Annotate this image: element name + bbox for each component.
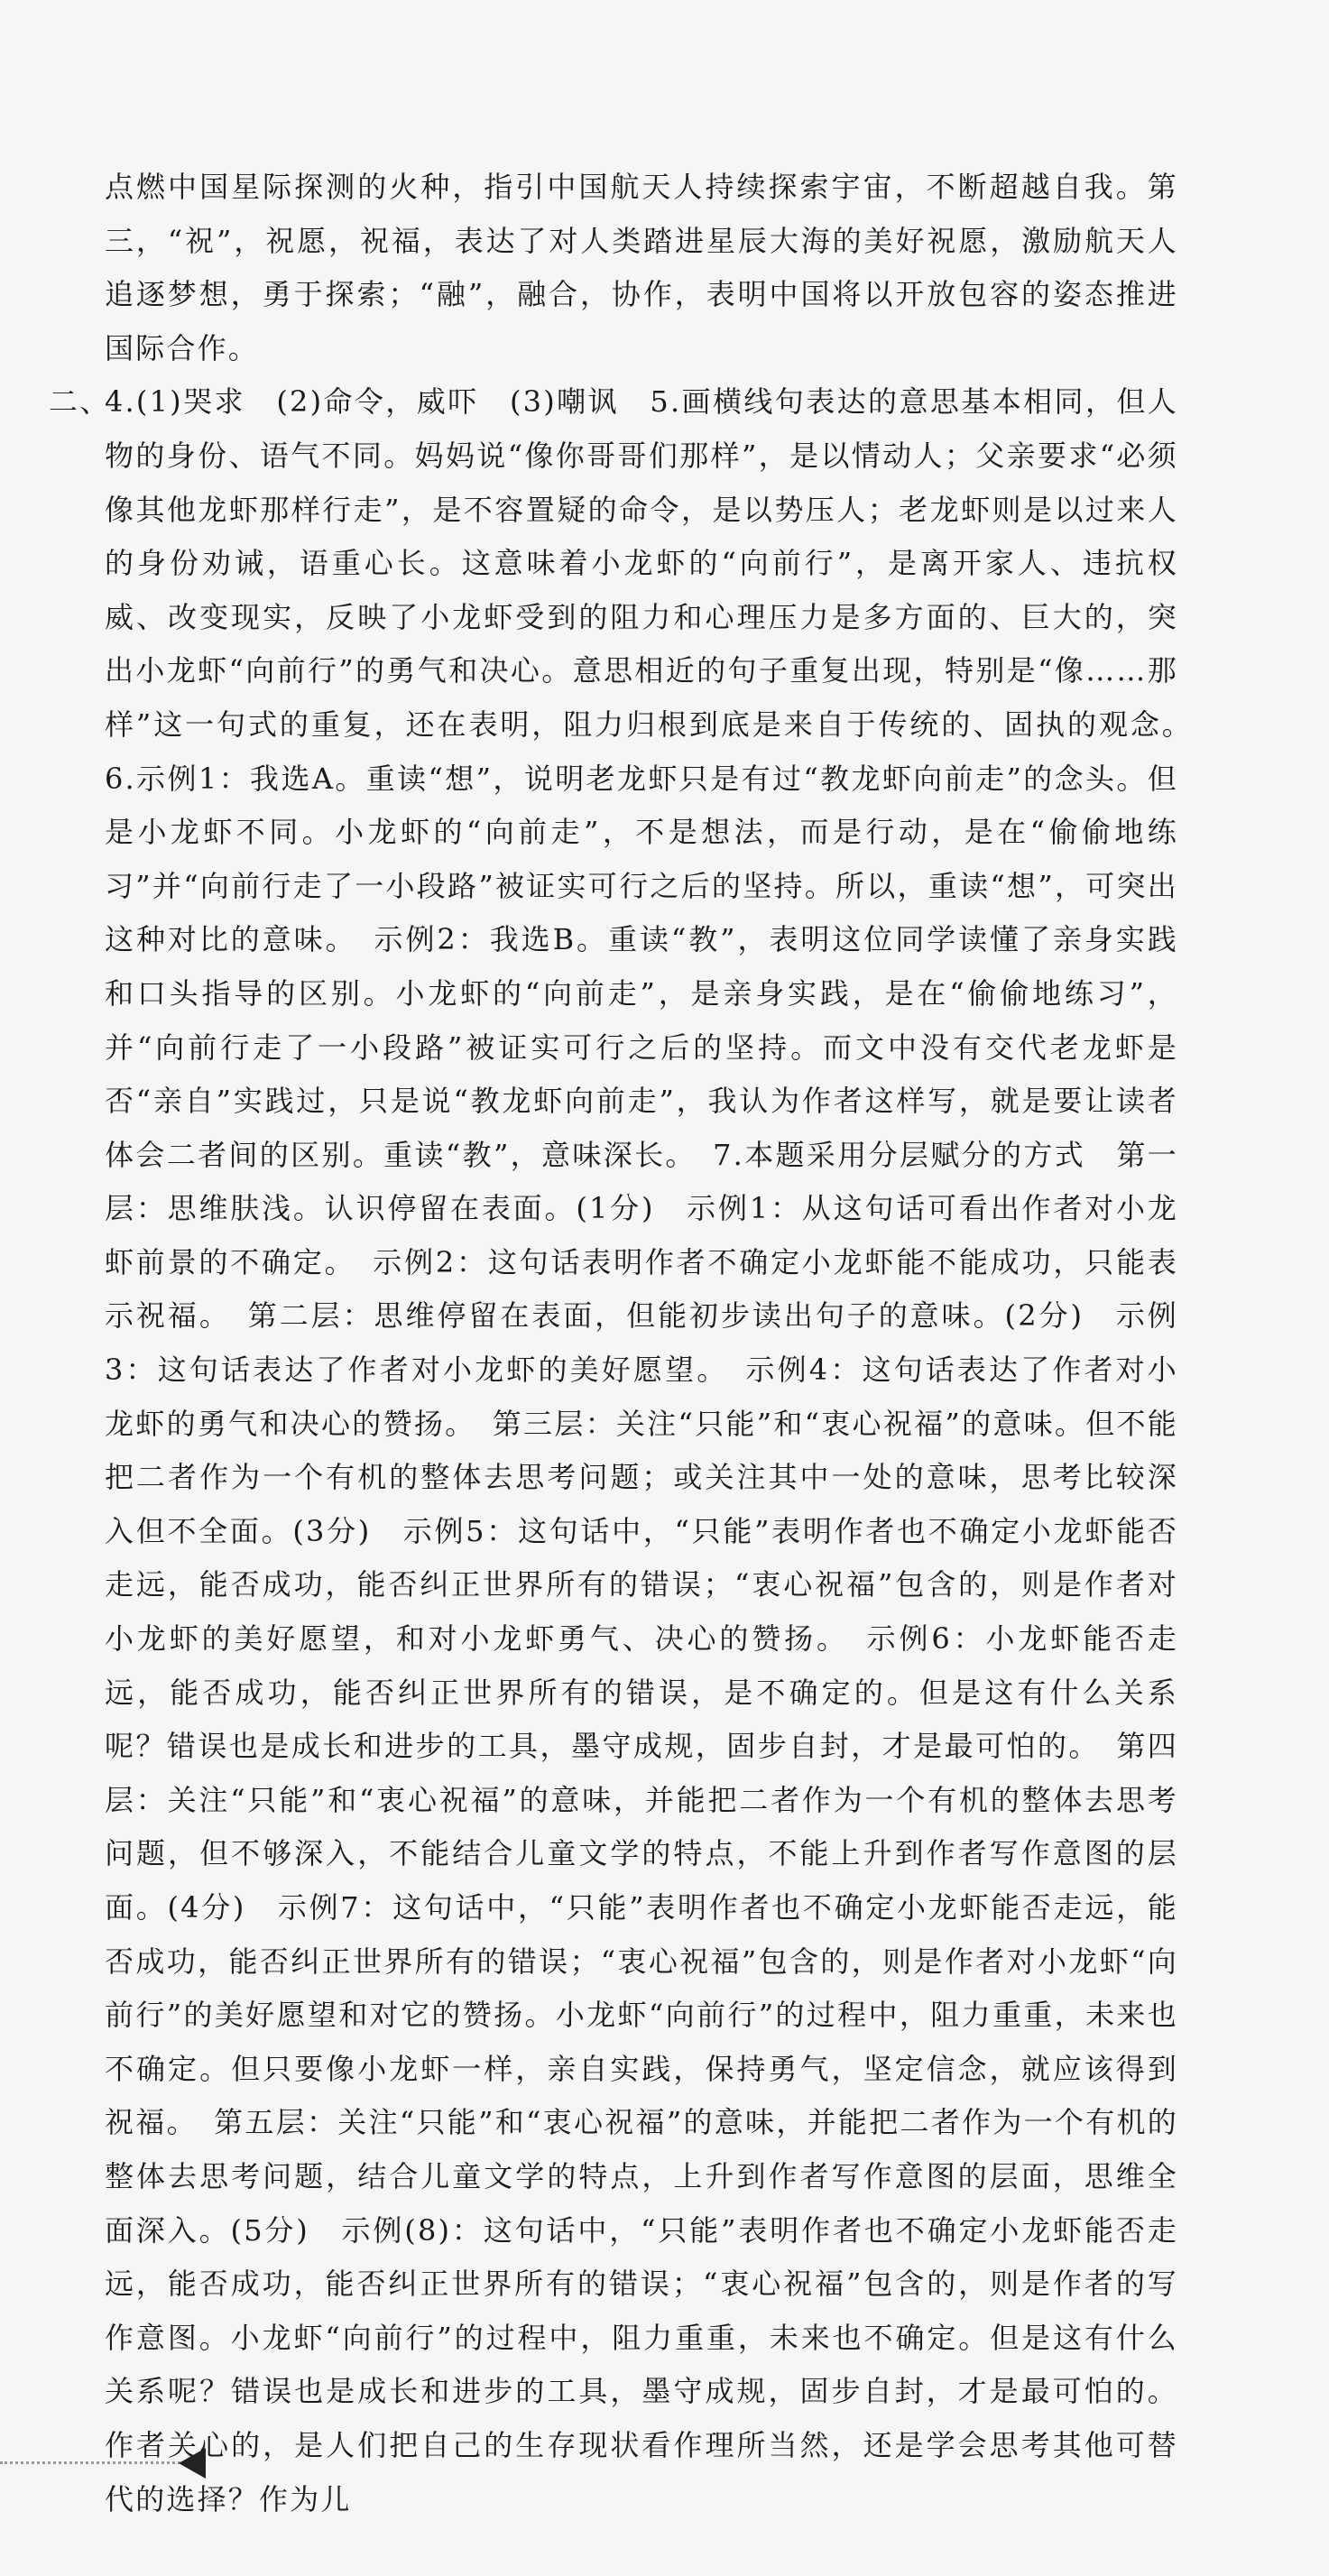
page-footer-dotted-rule (0, 2461, 180, 2464)
section-marker: 二、 (49, 384, 111, 420)
section-two-text: 4.(1)哭求 (2)命令，威吓 (3)嘲讽 5.画横线句表达的意思基本相同，但人物的身份、语气不同。妈妈说“像你哥哥们那样”，是以情动人；父亲要求“必须像其他龙虾那样行走”，是不容置疑的命令，是以势压人；老龙虾则是以过来人的身份劝诫，语重心长。这意味着小龙虾的“向前行”，是离开家人、违抗权威、改变现实，反映了小龙虾受到的阻力和心理压力是多方面的、巨大的，突出小龙虾“向前行”的勇气和决心。意思相近的句子重复出现，特别是“像……那样”这一句式的重复，还在表明，阻力归根到底是来自于传统的、固执的观念。 6.示例1：我选A。重读“想”，说明老龙虾只是有过“教龙虾向前走”的念头。但是小龙虾不同。小龙虾的“向前走”，不是想法，而是行动，是在“偷偷地练习”并“向前行走了一小段路”被证实可行之后的坚持。所以，重读“想”，可突出这种对比的意味。 示例2：我选B。重读“教”，表明这位同学读懂了亲身实践和口头指导的区别。小龙虾的“向前走”，是亲身实践，是在“偷偷地练习”，并“向前行走了一小段路”被证实可行之后的坚持。而文中没有交代老龙虾是否“亲自”实践过，只是说“教龙虾向前走”，我认为作者这样写，就是要让读者体会二者间的区别。重读“教”，意味深长。 7.本题采用分层赋分的方式 第一层：思维肤浅。认识停留在表面。(1分) 示例1：从这句话可看出作者对小龙虾前景的不确定。 示例2：这句话表明作者不确定小龙虾能不能成功，只能表示祝福。 第二层：思维停留在表面，但能初步读出句子的意味。(2分) 示例3：这句话表达了作者对小龙虾的美好愿望。 示例4：这句话表达了作者对小龙虾的勇气和决心的赞扬。 第三层：关注“只能”和“衷心祝福”的意味。但不能把二者作为一个有机的整体去思考问题；或关注其中一处的意味，思考比较深入但不全面。(3分) 示例5：这句话中，“只能”表明作者也不确定小龙虾能否走远，能否成功，能否纠正世界所有的错误；“衷心祝福”包含的，则是作者对小龙虾的美好愿望，和对小龙虾勇气、决心的赞扬。 示例6：小龙虾能否走远，能否成功，能否纠正世界所有的错误，是不确定的。但是这有什么关系呢？错误也是成长和进步的工具，墨守成规，固步自封，才是最可怕的。 第四层：关注“只能”和“衷心祝福”的意味，并能把二者作为一个有机的整体去思考问题，但不够深入，不能结合儿童文学的特点，不能上升到作者写作意图的层面。(4分) 示例7：这句话中，“只能”表明作者也不确定小龙虾能否走远，能否成功，能否纠正世界所有的错误；“衷心祝福”包含的，则是作者对小龙虾“向前行”的美好愿望和对它的赞扬。小龙虾“向前行”的过程中，阻力重重，未来也不确定。但只要像小龙虾一样，亲自实践，保持勇气，坚定信念，就应该得到祝福。 第五层：关注“只能”和“衷心祝福”的意味，并能把二者作为一个有机的整体去思考问题，结合儿童文学的特点，上升到作者写作意图的层面，思维全面深入。(5分) 示例(8)：这句话中，“只能”表明作者也不确定小龙虾能否走远，能否成功，能否纠正世界所有的错误；“衷心祝福”包含的，则是作者的写作意图。小龙虾“向前行”的过程中，阻力重重，未来也不确定。但是这有什么关系呢？错误也是成长和进步的工具，墨守成规，固步自封，才是最可怕的。作者关心的，是人们把自己的生存现状看作理所当然，还是学会思考其他可替代的选择？作为儿 (105, 384, 1210, 2516)
page-turn-arrow-icon (179, 2448, 206, 2479)
answer-paragraph-continuation: 点燃中国星际探测的火种，指引中国航天人持续探索宇宙，不断超越自我。第三，“祝”，祝愿，祝福，表达了对人类踏进星辰大海的美好祝愿，激励航天人追逐梦想，勇于探索；“融”，融合，协作，表明中国将以开放包容的姿态推进国际合作。 (105, 170, 1178, 365)
answer-text-block (49, 161, 1210, 2526)
answer-paragraph-section-two (49, 375, 1210, 2526)
